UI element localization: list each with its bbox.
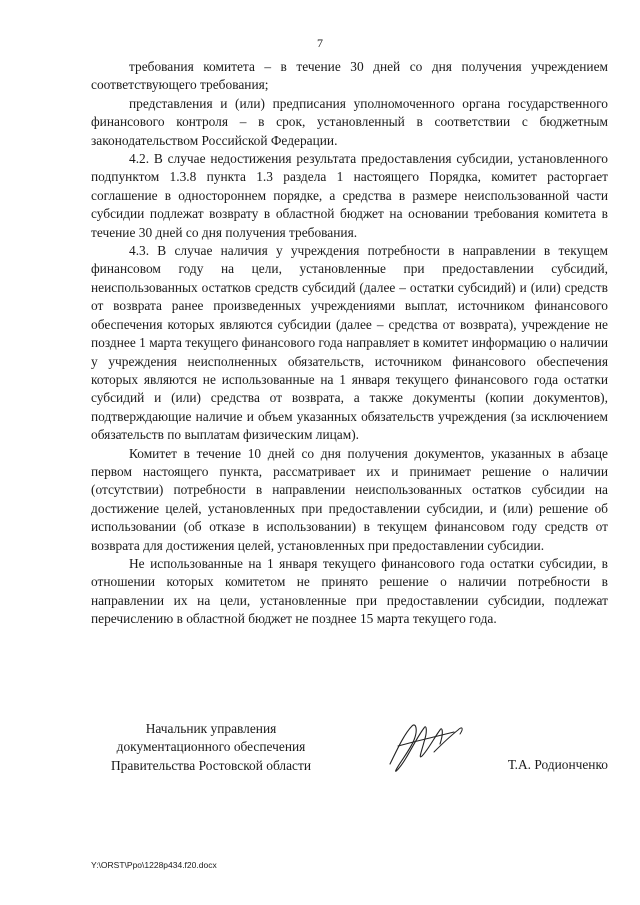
- page-number: 7: [317, 36, 323, 50]
- signatory-position: [91, 720, 331, 775]
- paragraph: представления и (или) предписания уполномоченного органа государственного финансового контроля – в срок, установленный в соответствии с бюджетным законодательством Российской Федерации.: [91, 95, 608, 148]
- document-body: [91, 58, 608, 629]
- paragraph: 4.2. В случае недостижения результата предоставления субсидии, установленного подпунктом 1.3.8 пункта 1.3 раздела 1 настоящего Порядка, комитет расторгает соглашение в одностороннем порядке, а средства в размере неиспользованной части субсидии подлежат возврату в областной бюджет на основании требования комитета в течение 30 дней со дня получения требования.: [91, 151, 608, 240]
- signature-block: [91, 720, 608, 780]
- paragraph: Не использованные на 1 января текущего финансового года остатки субсидии, в отношении которых комитетом не принято решение о наличии потребности в направлении их на цели, установленные при предоставлении субсидии, подлежат перечислению в областной бюджет не позднее 15 марта текущего года.: [91, 555, 608, 627]
- paragraph: Комитет в течение 10 дней со дня получения документов, указанных в абзаце первом настоящего пункта, рассматривает их и принимает решение о наличии (отсутствии) потребности в направлении неиспользованных остатков субсидии на достижение целей, установленных при предоставлении субсидии, и (или) решение об использовании (об отказе в использовании) в текущем финансовом году средств от возврата для достижения целей, установленных при предоставлении субсидии.: [91, 445, 608, 553]
- position-line: Начальник управления: [145, 721, 277, 736]
- paragraph: 4.3. В случае наличия у учреждения потребности в направлении в текущем финансовом году на цели, установленные при предоставлении субсидий, неиспользованных остатков средств субсидий (далее – остатки субсидий) и (или) средств от возврата ранее произведенных учреждениями выплат, источником финансового обеспечения которых являются субсидии (далее – средства от возврата), учреждение не позднее 1 марта текущего финансового года направляет в комитет информацию о наличии у учреждения неисполненных обязательств, источником финансового обеспечения которых являются не использованные на 1 января текущего финансового года остатки субсидий и (или) средства от возврата, а также документы (копии документов), подтверждающие наличие и объем указанных обязательств учреждения (за исключением обязательств по выплатам физическим лицам).: [91, 243, 608, 443]
- handwritten-signature: [378, 712, 468, 782]
- position-line: документационного обеспечения: [116, 739, 306, 755]
- file-path: Y:\ORST\Ppo\1228p434.f20.docx: [91, 860, 217, 870]
- position-line: Правительства Ростовской области: [110, 757, 312, 773]
- paragraph: требования комитета – в течение 30 дней со дня получения учреждением соответствующего требования;: [91, 59, 608, 93]
- signatory-name: Т.А. Родионченко: [507, 757, 608, 772]
